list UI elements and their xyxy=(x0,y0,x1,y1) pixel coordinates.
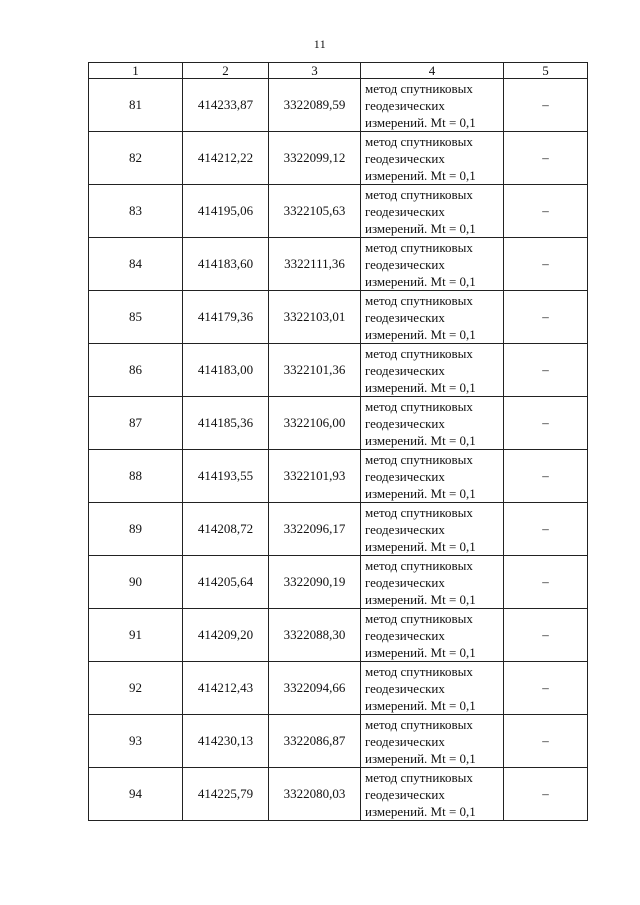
method-line: метод спутниковых xyxy=(365,610,473,626)
point-number-cell: 91 xyxy=(89,609,183,662)
method-line: метод спутниковых xyxy=(365,345,473,361)
table-row xyxy=(89,609,588,662)
method-line: геодезических xyxy=(365,574,445,590)
method-cell xyxy=(361,185,504,238)
method-line: метод спутниковых xyxy=(365,80,473,96)
method-line: измерений. Mt = 0,1 xyxy=(365,326,476,342)
y-coordinate-cell: 3322105,63 xyxy=(269,185,361,238)
method-line: измерений. Mt = 0,1 xyxy=(365,750,476,766)
method-line: измерений. Mt = 0,1 xyxy=(365,379,476,395)
note-cell: – xyxy=(504,556,588,609)
note-cell: – xyxy=(504,450,588,503)
y-coordinate-cell: 3322088,30 xyxy=(269,609,361,662)
table-row xyxy=(89,291,588,344)
point-number-cell: 81 xyxy=(89,79,183,132)
method-line: метод спутниковых xyxy=(365,663,473,679)
note-cell: – xyxy=(504,397,588,450)
point-number-cell: 90 xyxy=(89,556,183,609)
x-coordinate-cell: 414195,06 xyxy=(183,185,269,238)
note-cell: – xyxy=(504,79,588,132)
method-line: геодезических xyxy=(365,521,445,537)
coordinates-table xyxy=(88,62,588,821)
method-line: измерений. Mt = 0,1 xyxy=(365,697,476,713)
y-coordinate-cell: 3322080,03 xyxy=(269,768,361,821)
x-coordinate-cell: 414183,60 xyxy=(183,238,269,291)
y-coordinate-cell: 3322099,12 xyxy=(269,132,361,185)
note-cell: – xyxy=(504,344,588,397)
method-line: геодезических xyxy=(365,256,445,272)
method-line: геодезических xyxy=(365,468,445,484)
method-cell xyxy=(361,768,504,821)
page-number: 11 xyxy=(313,37,327,51)
method-line: геодезических xyxy=(365,627,445,643)
column-header: 4 xyxy=(361,63,504,79)
note-cell: – xyxy=(504,238,588,291)
method-cell xyxy=(361,397,504,450)
note-cell: – xyxy=(504,185,588,238)
point-number-cell: 85 xyxy=(89,291,183,344)
x-coordinate-cell: 414233,87 xyxy=(183,79,269,132)
method-line: метод спутниковых xyxy=(365,769,473,785)
method-line: метод спутниковых xyxy=(365,451,473,467)
x-coordinate-cell: 414208,72 xyxy=(183,503,269,556)
method-line: геодезических xyxy=(365,786,445,802)
method-cell xyxy=(361,79,504,132)
table-row xyxy=(89,185,588,238)
point-number-cell: 83 xyxy=(89,185,183,238)
point-number-cell: 92 xyxy=(89,662,183,715)
table-header-row xyxy=(89,63,588,79)
note-cell: – xyxy=(504,662,588,715)
note-cell: – xyxy=(504,503,588,556)
method-line: измерений. Mt = 0,1 xyxy=(365,591,476,607)
method-cell xyxy=(361,503,504,556)
method-line: измерений. Mt = 0,1 xyxy=(365,538,476,554)
y-coordinate-cell: 3322089,59 xyxy=(269,79,361,132)
table-row xyxy=(89,344,588,397)
point-number-cell: 84 xyxy=(89,238,183,291)
table-row xyxy=(89,238,588,291)
method-line: метод спутниковых xyxy=(365,557,473,573)
y-coordinate-cell: 3322096,17 xyxy=(269,503,361,556)
method-line: измерений. Mt = 0,1 xyxy=(365,803,476,819)
method-line: геодезических xyxy=(365,733,445,749)
method-line: геодезических xyxy=(365,415,445,431)
y-coordinate-cell: 3322094,66 xyxy=(269,662,361,715)
x-coordinate-cell: 414212,22 xyxy=(183,132,269,185)
table-row xyxy=(89,662,588,715)
point-number-cell: 94 xyxy=(89,768,183,821)
method-line: геодезических xyxy=(365,362,445,378)
method-line: измерений. Mt = 0,1 xyxy=(365,273,476,289)
table-row xyxy=(89,397,588,450)
method-line: геодезических xyxy=(365,680,445,696)
table-row xyxy=(89,132,588,185)
table-row xyxy=(89,768,588,821)
method-line: метод спутниковых xyxy=(365,398,473,414)
method-line: метод спутниковых xyxy=(365,292,473,308)
point-number-cell: 88 xyxy=(89,450,183,503)
method-line: геодезических xyxy=(365,203,445,219)
note-cell: – xyxy=(504,715,588,768)
point-number-cell: 82 xyxy=(89,132,183,185)
x-coordinate-cell: 414193,55 xyxy=(183,450,269,503)
method-line: метод спутниковых xyxy=(365,239,473,255)
method-cell xyxy=(361,132,504,185)
method-line: измерений. Mt = 0,1 xyxy=(365,220,476,236)
x-coordinate-cell: 414183,00 xyxy=(183,344,269,397)
method-cell xyxy=(361,344,504,397)
table-body xyxy=(89,79,588,821)
table-row xyxy=(89,503,588,556)
method-cell xyxy=(361,662,504,715)
method-cell xyxy=(361,450,504,503)
x-coordinate-cell: 414185,36 xyxy=(183,397,269,450)
method-cell xyxy=(361,609,504,662)
y-coordinate-cell: 3322103,01 xyxy=(269,291,361,344)
method-cell xyxy=(361,556,504,609)
table-row xyxy=(89,715,588,768)
y-coordinate-cell: 3322090,19 xyxy=(269,556,361,609)
method-line: метод спутниковых xyxy=(365,504,473,520)
method-line: геодезических xyxy=(365,97,445,113)
point-number-cell: 93 xyxy=(89,715,183,768)
y-coordinate-cell: 3322101,36 xyxy=(269,344,361,397)
point-number-cell: 86 xyxy=(89,344,183,397)
table-row xyxy=(89,556,588,609)
table-row xyxy=(89,79,588,132)
method-line: геодезических xyxy=(365,150,445,166)
point-number-cell: 87 xyxy=(89,397,183,450)
note-cell: – xyxy=(504,768,588,821)
x-coordinate-cell: 414225,79 xyxy=(183,768,269,821)
method-cell xyxy=(361,238,504,291)
point-number-cell: 89 xyxy=(89,503,183,556)
method-line: измерений. Mt = 0,1 xyxy=(365,167,476,183)
method-line: геодезических xyxy=(365,309,445,325)
column-header: 3 xyxy=(269,63,361,79)
note-cell: – xyxy=(504,132,588,185)
method-line: метод спутниковых xyxy=(365,133,473,149)
note-cell: – xyxy=(504,291,588,344)
method-line: метод спутниковых xyxy=(365,716,473,732)
y-coordinate-cell: 3322086,87 xyxy=(269,715,361,768)
x-coordinate-cell: 414179,36 xyxy=(183,291,269,344)
x-coordinate-cell: 414212,43 xyxy=(183,662,269,715)
method-line: измерений. Mt = 0,1 xyxy=(365,485,476,501)
note-cell: – xyxy=(504,609,588,662)
method-line: измерений. Mt = 0,1 xyxy=(365,114,476,130)
method-cell xyxy=(361,715,504,768)
column-header: 1 xyxy=(89,63,183,79)
column-header: 2 xyxy=(183,63,269,79)
method-line: метод спутниковых xyxy=(365,186,473,202)
method-line: измерений. Mt = 0,1 xyxy=(365,432,476,448)
x-coordinate-cell: 414230,13 xyxy=(183,715,269,768)
y-coordinate-cell: 3322101,93 xyxy=(269,450,361,503)
method-cell xyxy=(361,291,504,344)
x-coordinate-cell: 414205,64 xyxy=(183,556,269,609)
table-row xyxy=(89,450,588,503)
y-coordinate-cell: 3322106,00 xyxy=(269,397,361,450)
method-line: измерений. Mt = 0,1 xyxy=(365,644,476,660)
x-coordinate-cell: 414209,20 xyxy=(183,609,269,662)
y-coordinate-cell: 3322111,36 xyxy=(269,238,361,291)
column-header: 5 xyxy=(504,63,588,79)
